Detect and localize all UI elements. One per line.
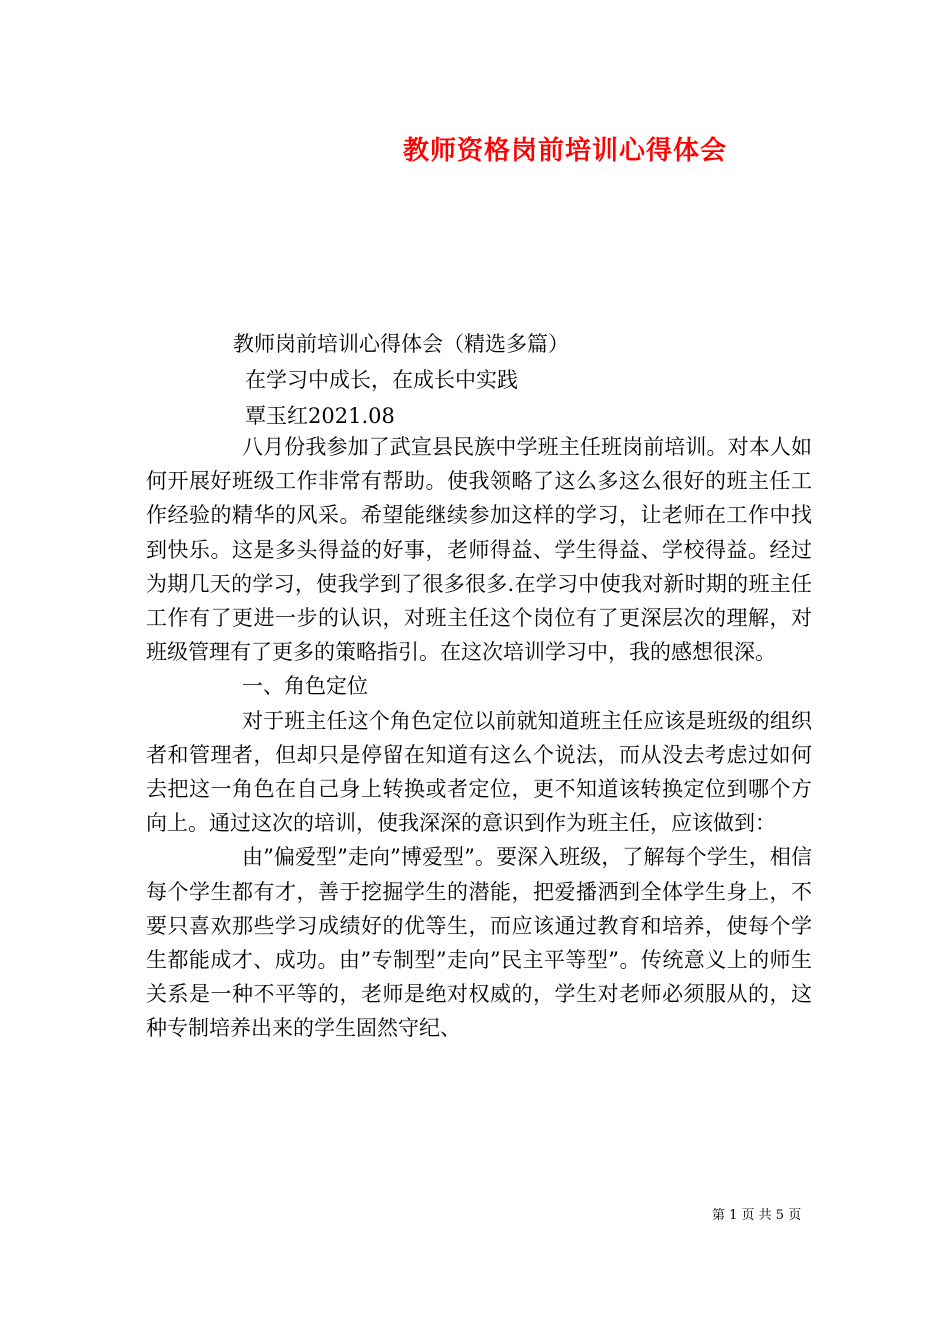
author-date: 覃玉红2021.08: [245, 404, 395, 428]
document-subtitle: 教师岗前培训心得体会（精选多篇）: [233, 332, 569, 356]
document-motto: 在学习中成长，在成长中实践: [245, 368, 518, 392]
paragraph-role: 对于班主任这个角色定位以前就知道班主任应该是班级的组织者和管理者，但却只是停留在知道有这么个说法，而从没去考虑过如何去把这一角色在自己身上转换或者定位，更不知道该转换定位到哪个方向上。通过这次的培训，使我深深的意识到作为班主任，应该做到：: [146, 708, 812, 836]
paragraph-love: 由”偏爱型”走向”博爱型”。要深入班级，了解每个学生，相信每个学生都有才，善于挖掘学生的潜能，把爱播洒到全体学生身上，不要只喜欢那些学习成绩好的优等生，而应该通过教育和培养，使每个学生都能成才、成功。由”专制型”走向”民主平等型”。传统意义上的师生关系是一种不平等的，老师是绝对权威的，学生对老师必须服从的，这种专制培养出来的学生固然守纪、: [146, 845, 812, 1041]
page-footer: 第 1 页 共 5 页: [712, 1208, 802, 1223]
document-title: 教师资格岗前培训心得体会: [402, 136, 727, 166]
paragraph-intro: 八月份我参加了武宣县民族中学班主任班岗前培训。对本人如何开展好班级工作非常有帮助。使我领略了这么多这么很好的班主任工作经验的精华的风采。希望能继续参加这样的学习，让老师在工作中找到快乐。这是多头得益的好事，老师得益、学生得益、学校得益。经过为期几天的学习，使我学到了很多很多.在学习中使我对新时期的班主任工作有了更进一步的认识，对班主任这个岗位有了更深层次的理解，对班级管理有了更多的策略指引。在这次培训学习中，我的感想很深。: [146, 435, 812, 665]
body-text: [146, 430, 812, 1046]
section-heading-role: 一、角色定位: [242, 674, 368, 699]
